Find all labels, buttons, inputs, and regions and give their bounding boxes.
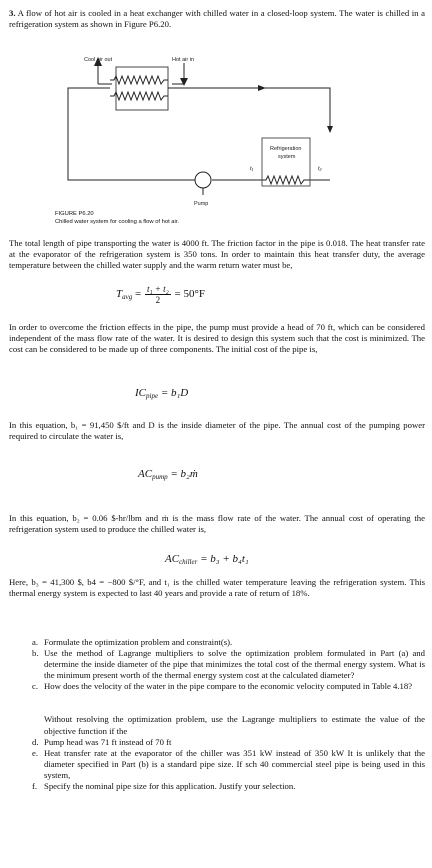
chiller-coil bbox=[262, 176, 310, 184]
question-c: c. How does the velocity of the water in the pipe compare to the economic velocity computed in Table 4.18? bbox=[32, 681, 413, 692]
label-refrigeration: Refrigeration bbox=[270, 146, 302, 152]
eq4-lhs: AC bbox=[165, 553, 180, 565]
equation-ac-pump bbox=[138, 468, 198, 481]
label-pump: Pump bbox=[194, 201, 209, 207]
equation-t-avg: $T_{avg}$ = $\frac{\text{t₁ + t₂}}{2}$ = 50°F bbox=[116, 284, 206, 305]
eq4-lhs-sub: chiller bbox=[179, 558, 198, 566]
question-e: e. Heat transfer rate at the evaporator of the chiller was 351 kW instead of 350 kW It is unlikely that the diameter specified in Part (b) is a standard pipe size. If sch 40 commercial steel pipe is being used in this system, bbox=[32, 747, 425, 780]
eq3-lhs: AC bbox=[138, 468, 153, 480]
return-pipe bbox=[68, 88, 195, 180]
question-list bbox=[32, 637, 425, 792]
figure-p6-20 bbox=[0, 0, 432, 230]
paragraph-5: Here, b₃ = 41,300 $, b4 = −800 $/°F, and t₁ is the chilled water temperature leaving the refrigeration system. This thermal energy system is expected to last 40 years and provide a rate of return of 18%. bbox=[9, 577, 425, 599]
eq2-lhs: IC bbox=[135, 387, 146, 399]
eq3-lhs-sub: pump bbox=[152, 473, 168, 481]
equation-ac-chiller bbox=[165, 553, 249, 566]
eq1-denominator: 2 bbox=[155, 295, 161, 305]
equation-ic-pipe bbox=[135, 387, 188, 400]
label-system: system bbox=[278, 154, 296, 160]
eq1-lhs-sub: avg bbox=[122, 293, 133, 302]
question-a: a. Formulate the optimization problem and constraint(s). bbox=[32, 637, 233, 647]
arrow-right-icon bbox=[258, 85, 266, 91]
arrow-down-small-icon bbox=[327, 126, 333, 133]
question-d: d. Pump head was 71 ft instead of 70 ft bbox=[32, 736, 172, 747]
coil-upper bbox=[110, 76, 168, 84]
problem-intro-text: A flow of hot air is cooled in a heat exchanger with chilled water in a closed-loop system. The water is chilled in a refrigeration system as shown in Figure P6.20. bbox=[9, 8, 425, 30]
label-t1: t₁ bbox=[250, 166, 254, 172]
figure-caption-title: FIGURE P6.20 bbox=[55, 211, 94, 217]
coil-lower bbox=[110, 92, 168, 100]
paragraph-3: In this equation, b₁ = 91,450 $/ft and D is the inside diameter of the pipe. The annual cost of the pumping power required to circulate the water is, bbox=[9, 420, 425, 442]
lagrange-intro: Without resolving the optimization problem, use the Lagrange multipliers to estimate the value of the objective function if the bbox=[44, 714, 425, 736]
eq2-rhs: = b₁D bbox=[160, 387, 189, 399]
figure-caption-text: Chilled water system for cooling a flow of hot air. bbox=[55, 219, 180, 225]
label-hot-air-in: Hot air in bbox=[172, 57, 195, 63]
label-cool-air-out: Cool air out bbox=[84, 57, 113, 63]
supply-pipe bbox=[168, 88, 330, 128]
pump-icon bbox=[195, 172, 211, 188]
eq1-rhs: = 50°F bbox=[174, 288, 206, 301]
arrow-down-icon bbox=[180, 78, 188, 86]
eq2-lhs-sub: pipe bbox=[146, 392, 159, 400]
eq3-rhs: = b₂ṁ bbox=[170, 468, 198, 480]
eq1-numerator: t₁ + t₂ bbox=[146, 284, 169, 294]
question-b: b. Use the method of Lagrange multipliers to solve the optimization problem formulated in Part (a) and determine the inside diameter of the pipe that minimizes the total cost of the thermal energy system. What is the minimum present worth of the thermal energy system cost at the calculated diameter? bbox=[32, 648, 425, 681]
eq1-lhs: T bbox=[116, 288, 123, 301]
paragraph-1: The total length of pipe transporting the water is 4000 ft. The friction factor in the pipe is 0.018. The heat transfer rate at the evaporator of the refrigeration system is 350 tons. In order to maintain this heat transfer duty, the average temperature between the chilled water supply and the warm return water must be, bbox=[9, 238, 425, 271]
eq1-fraction bbox=[145, 284, 171, 305]
question-f: f. Specify the nominal pipe size for this application. Justify your selection. bbox=[32, 781, 296, 792]
label-t2: t₂ bbox=[318, 166, 322, 172]
paragraph-4: In this equation, b₂ = 0.06 $-hr/lbm and ṁ is the mass flow rate of the water. The annual cost of operating the refrigeration system used to produce the chilled water is, bbox=[9, 513, 425, 535]
heat-exchanger-box bbox=[116, 67, 168, 110]
eq4-rhs: = b₃ + b₄t₁ bbox=[200, 553, 249, 565]
problem-number: 3. bbox=[9, 8, 16, 18]
paragraph-2: In order to overcome the friction effects in the pipe, the pump must provide a head of 70 ft, which can be considered independent of the mass flow rate of the water. It is desired to design this system such that the cost is minimized. The cost can be considered to be made up of three components. The initial cost of the pipe is, bbox=[9, 322, 425, 355]
